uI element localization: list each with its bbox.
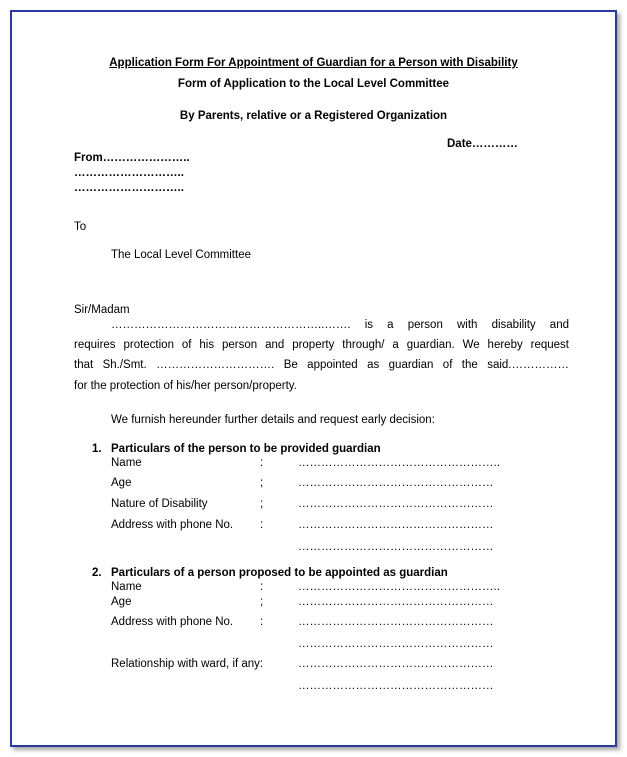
s2-address-label: Address with phone No. <box>111 616 234 628</box>
section-1-number: 1. <box>92 443 102 455</box>
s1-address-field-line-2[interactable]: …………………………………………… <box>298 541 494 553</box>
s1-disability-sep: ; <box>260 498 264 510</box>
form-by-line: By Parents, relative or a Registered Organization <box>179 110 448 122</box>
s2-relationship-field[interactable]: …………………………………………… <box>298 658 494 670</box>
s1-name-sep: : <box>260 457 264 469</box>
salutation: Sir/Madam <box>74 304 130 316</box>
from-label: From………………….. <box>74 152 190 164</box>
from-line-2: ……………………….. <box>74 167 184 179</box>
to-label: To <box>74 221 87 233</box>
s1-address-field[interactable]: …………………………………………… <box>298 519 494 531</box>
s1-address-sep: : <box>260 519 264 531</box>
form-subtitle: Form of Application to the Local Level Committee <box>177 78 450 90</box>
s2-address-sep: : <box>260 616 264 628</box>
s1-age-field[interactable]: …………………………………………… <box>298 477 494 489</box>
s2-name-sep: : <box>260 581 264 593</box>
s2-address-field-line-2[interactable]: …………………………………………… <box>298 638 494 650</box>
body-line-4: for the protection of his/her person/property. <box>74 380 297 392</box>
s2-age-label: Age <box>111 596 132 608</box>
s2-relationship-field-line-2[interactable]: …………………………………………… <box>298 680 494 692</box>
section-1-heading: Particulars of the person to be provided guardian <box>111 443 381 455</box>
s2-name-field[interactable]: …………………………………………….. <box>298 581 500 593</box>
body-line-2: requires protection of his person and property through/ a guardian. We hereby request <box>74 339 569 351</box>
s1-disability-field[interactable]: …………………………………………… <box>298 498 494 510</box>
s1-address-label: Address with phone No. <box>111 519 234 531</box>
body-line-3: that Sh./Smt. …………………………. Be appointed as guardian of the said.…………… <box>74 359 569 371</box>
furnish-line: We furnish hereunder further details and request early decision: <box>111 414 435 426</box>
s1-age-label: Age <box>111 477 132 489</box>
s1-age-sep: ; <box>260 477 264 489</box>
s2-relationship-label: Relationship with ward, if any: <box>111 658 264 670</box>
s2-age-field[interactable]: …………………………………………… <box>298 596 494 608</box>
s1-name-field[interactable]: …………………………………………….. <box>298 457 500 469</box>
s2-age-sep: ; <box>260 596 264 608</box>
s2-address-field[interactable]: …………………………………………… <box>298 616 494 628</box>
date-line: Date………… <box>447 138 518 150</box>
form-title: Application Form For Appointment of Guardian for a Person with Disability <box>109 57 518 69</box>
addressee: The Local Level Committee <box>111 249 251 261</box>
s1-name-label: Name <box>111 457 142 469</box>
from-line-3: ……………………….. <box>74 182 184 194</box>
section-2-number: 2. <box>92 567 102 579</box>
s2-name-label: Name <box>111 581 142 593</box>
section-2-heading: Particulars of a person proposed to be appointed as guardian <box>111 567 448 579</box>
body-line-1: ………………………………………………..……. is a person with disability and <box>111 319 569 331</box>
s1-disability-label: Nature of Disability <box>111 498 208 510</box>
